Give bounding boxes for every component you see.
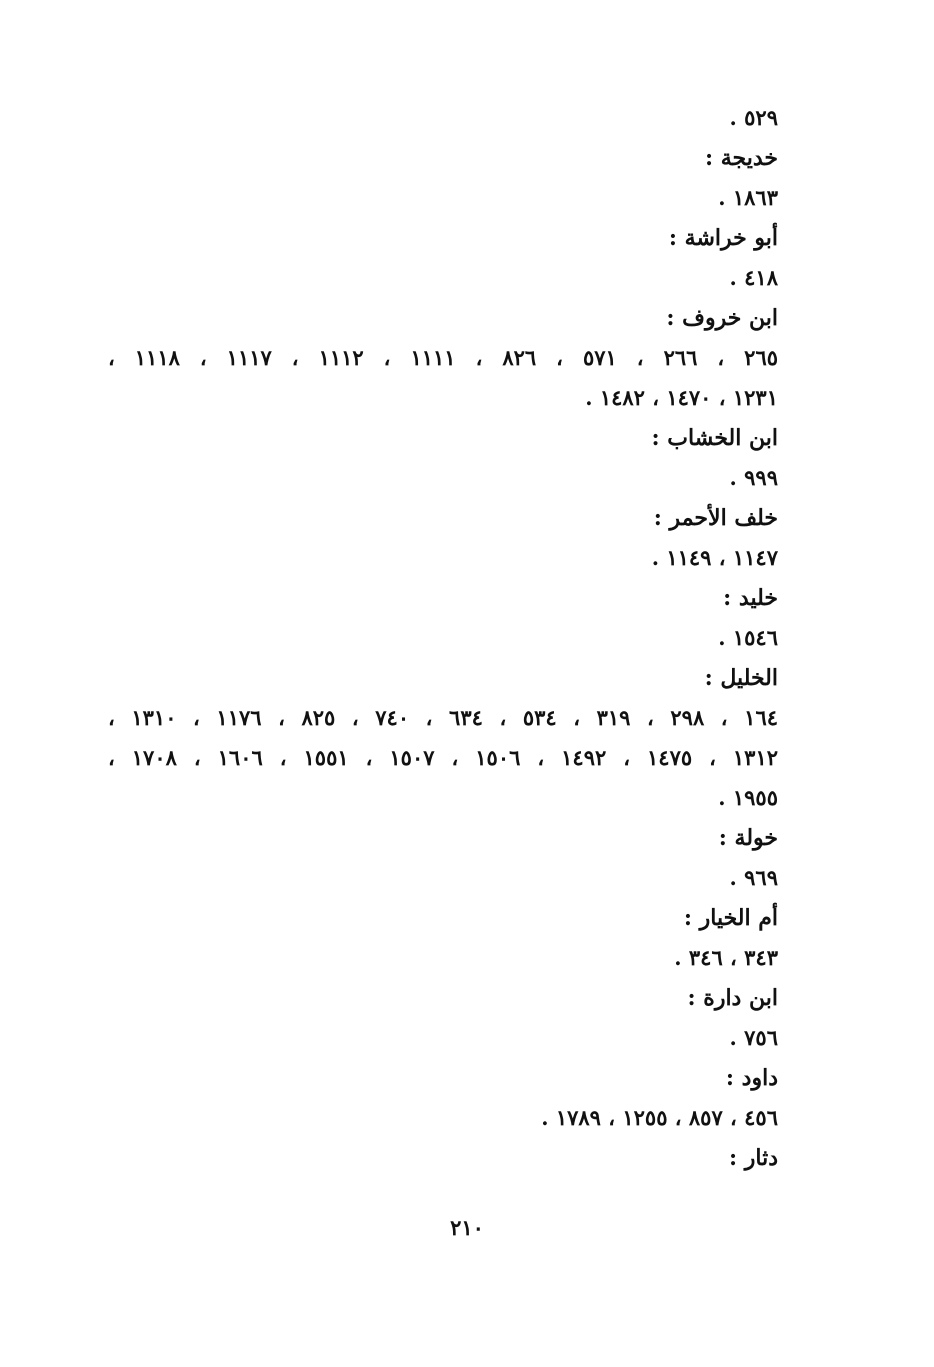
entry-page-refs: ٢٦٥ ، ٢٦٦ ، ٥٧١ ، ٨٢٦ ، ١١١١ ، ١١١٢ ، ١١١٧ ، ١١١٨ ، [108,345,778,370]
entry-heading: دثار : [728,1145,778,1171]
entry-page-refs: ٤٥٦ ، ٨٥٧ ، ١٢٥٥ ، ١٧٨٩ . [541,1105,778,1130]
entry-heading: أبو خراشة : [668,225,778,251]
entry-heading: ابن دارة : [687,985,778,1011]
entry-page-refs: ١٥٤٦ . [718,625,778,650]
entry-heading: خديجة : [704,145,778,171]
index-entries [108,98,778,1178]
entry-heading: الخليل : [704,665,778,691]
entry-page-refs: ٣٤٣ ، ٣٤٦ . [674,945,778,970]
entry-page-refs: ١٢٣١ ، ١٤٧٠ ، ١٤٨٢ . [585,385,778,410]
entry-page-refs: ١٨٦٣ . [718,185,778,210]
entry-heading: داود : [725,1065,778,1091]
entry-page-refs: ١٦٤ ، ٢٩٨ ، ٣١٩ ، ٥٣٤ ، ٦٣٤ ، ٧٤٠ ، ٨٢٥ ، ١١٧٦ ، ١٣١٠ ، [108,705,778,730]
entry-page-refs: ١١٤٧ ، ١١٤٩ . [651,545,778,570]
entry-heading: أم الخيار : [683,905,778,931]
entry-heading: ابن الخشاب : [651,425,778,451]
entry-heading: خلف الأحمر : [653,505,778,531]
entry-heading: خولة : [718,825,778,851]
entry-page-refs: ٤١٨ . [729,265,778,290]
entry-page-refs: ٥٢٩ . [729,105,778,130]
page-number: ٢١٠ [450,1215,484,1240]
entry-page-refs: ٩٩٩ . [729,465,778,490]
entry-page-refs: ١٣١٢ ، ١٤٧٥ ، ١٤٩٢ ، ١٥٠٦ ، ١٥٠٧ ، ١٥٥١ ، ١٦٠٦ ، ١٧٠٨ ، [108,745,778,770]
entry-page-refs: ١٩٥٥ . [718,785,778,810]
entry-heading: خليد : [723,585,778,611]
entry-heading: ابن خروف : [666,305,778,331]
entry-page-refs: ٧٥٦ . [729,1025,778,1050]
entry-page-refs: ٩٦٩ . [729,865,778,890]
